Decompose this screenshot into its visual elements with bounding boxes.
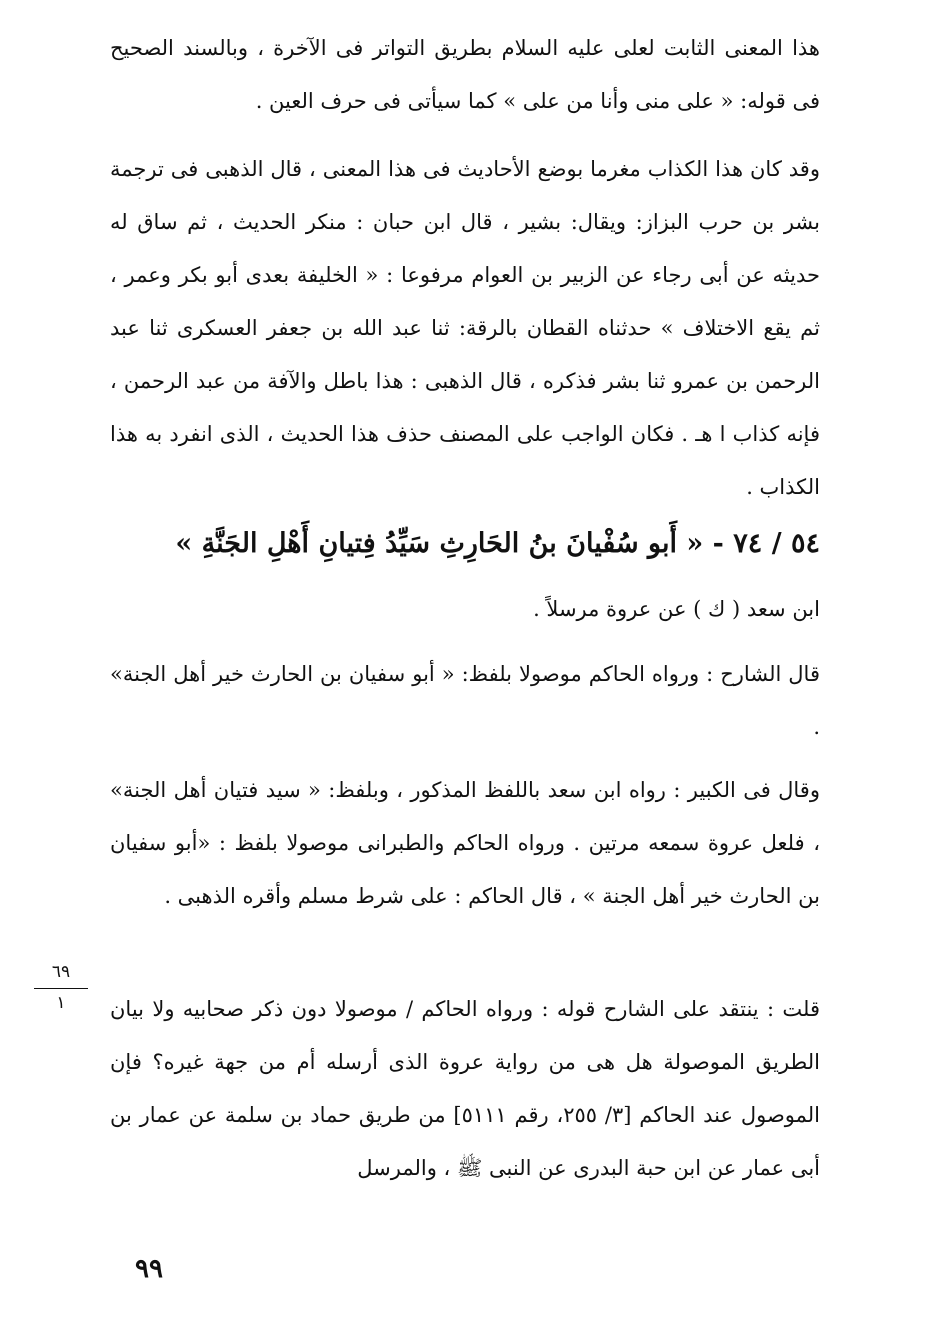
margin-note-top: ٦٩: [51, 962, 71, 982]
paragraph-text: قلت : ينتقد على الشارح قوله : ورواه الحاكم / موصولا دون ذكر صحابيه ولا بيان الطريق الموصولة هل هى من رواية عروة الذى أرسله أم من جهة غيره؟ فإن الموصول عند الحاكم [٣/ ٢٥٥، رقم ٥١١١] من طريق حماد بن سلمة عن عمار بن أبى عمار عن ابن حبة البدرى عن النبى ﷺ ، والمرسل: [110, 997, 820, 1180]
hadith-heading: ٥٤ / ٧٤ - « أَبو سُفْيانَ بنُ الحَارِثِ سَيِّدُ فِتيانِ أَهْلِ الجَنَّةِ »: [175, 528, 820, 559]
margin-folio-note: [34, 962, 88, 1013]
paragraph-text: وقد كان هذا الكذاب مغرما بوضع الأحاديث فى هذا المعنى ، قال الذهبى فى ترجمة بشر بن حرب البزاز: ويقال: بشير ، قال ابن حبان : منكر الحديث ، ثم ساق له حديثه عن أبى رجاء عن الزبير بن العوام مرفوعا : « الخليفة بعدى أبو بكر وعمر ، ثم يقع الاختلاف » حدثناه القطان بالرقة: ثنا عبد الله بن جعفر العسكرى ثنا عبد الرحمن بن عمرو ثنا بشر فذكره ، قال الذهبى : هذا باطل والآفة من عبد الرحمن ، فإنه كذاب ا هـ . فكان الواجب على المصنف حذف هذا الحديث ، الذى انفرد به هذا الكذاب .: [110, 157, 820, 499]
paragraph-text: وقال فى الكبير : رواه ابن سعد باللفظ المذكور ، وبلفظ: « سيد فتيان أهل الجنة» ، فلعل عروة سمعه مرتين . ورواه الحاكم والطبرانى موصولا بلفظ : «أبو سفيان بن الحارث خير أهل الجنة » ، قال الحاكم : على شرط مسلم وأقره الذهبى .: [110, 778, 820, 908]
paragraph-qultu: [110, 983, 820, 1195]
hadith-source: ابن سعد ( ك ) عن عروة مرسلاً .: [533, 597, 820, 621]
paragraph-text: هذا المعنى الثابت لعلى عليه السلام بطريق التواتر فى الآخرة ، وبالسند الصحيح فى قوله: « على منى وأنا من على » كما سيأتى فى حرف العين .: [110, 36, 820, 113]
page-number: ٩٩: [135, 1254, 163, 1284]
paragraph-text: قال الشارح : ورواه الحاكم موصولا بلفظ: « أبو سفيان بن الحارث خير أهل الجنة» .: [110, 662, 820, 739]
margin-note-rule: [34, 988, 88, 989]
paragraph-kabir: [110, 764, 820, 923]
margin-note-bottom: ١: [56, 993, 66, 1013]
paragraph-tawatur: [110, 22, 820, 128]
paragraph-sharih: [110, 648, 820, 754]
paragraph-dhahabi-bishr: [110, 143, 820, 514]
